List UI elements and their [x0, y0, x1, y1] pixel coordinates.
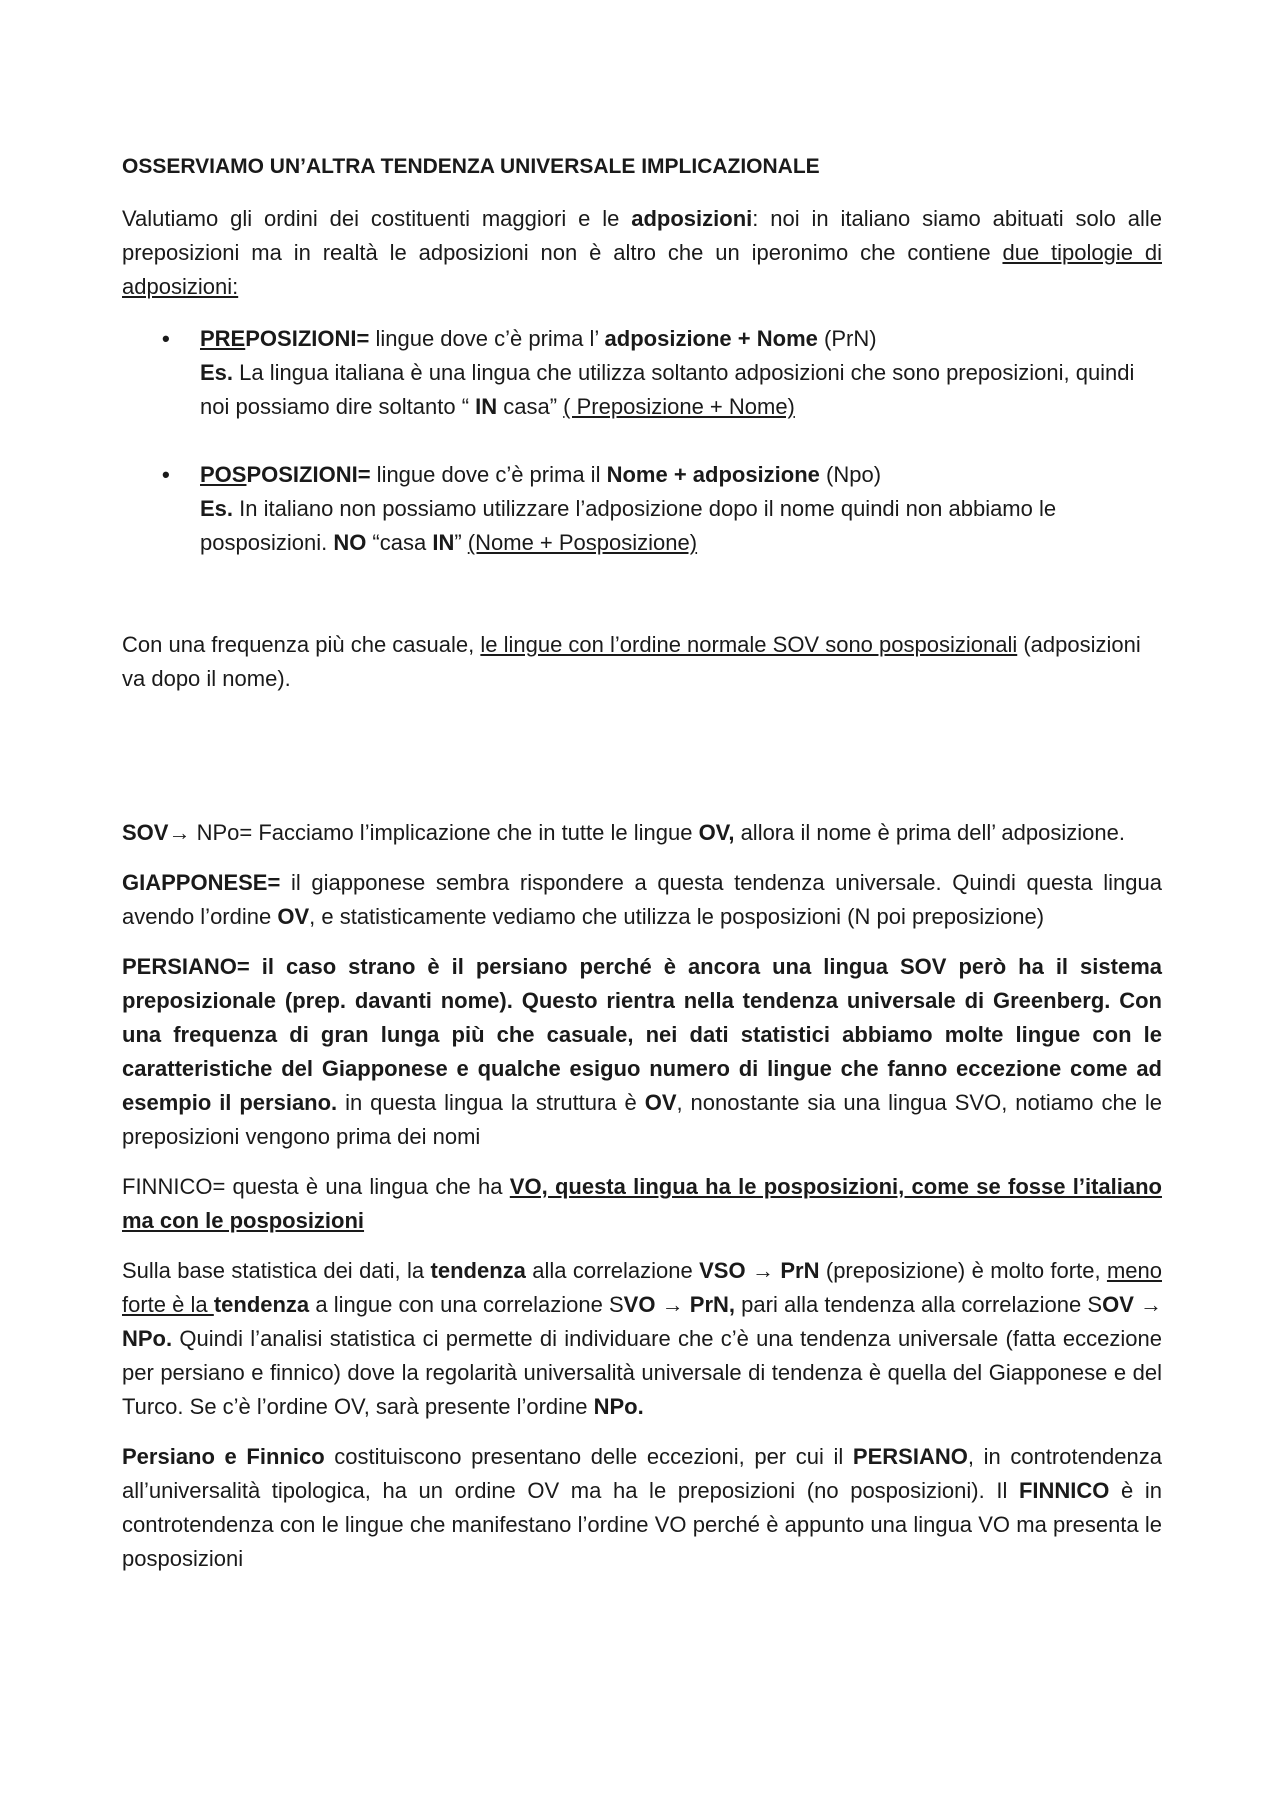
adposition-types-list [122, 322, 1162, 560]
exceptions-paragraph: Persiano e Finnico costituiscono presentano delle eccezioni, per cui il PERSIANO, in controtendenza all’universalità tipologica, ha un ordine OV ma ha le preposizioni (no posposizioni). Il FINNICO è in controtendenza con le lingue che manifestano l’ordine VO perché è appunto una lingua VO ma presenta le posposizioni [122, 1444, 1162, 1571]
document-title: OSSERVIAMO UN’ALTRA TENDENZA UNIVERSALE IMPLICAZIONALE [122, 155, 820, 178]
persiano-paragraph: PERSIANO= il caso strano è il persiano perché è ancora una lingua SOV però ha il sistema preposizionale (prep. davanti nome). Questo rientra nella tendenza universale di Greenberg. Con una frequenza di gran lunga più che casuale, nei dati statistici abbiamo molte lingue con le caratteristiche del Giapponese e qualche esiguo numero di lingue che fanno eccezione come ad esempio il persiano. in questa lingua la struttura è OV, nonostante sia una lingua SVO, notiamo che le preposizioni vengono prima dei nomi [122, 954, 1162, 1149]
list-spacer [122, 424, 1162, 458]
list-item-preposizioni: • PREPOSIZIONI= lingue dove c’è prima l’ adposizione + Nome (PrN) Es. La lingua italiana è una lingua che utilizza soltanto adposizioni che sono preposizioni, quindi noi possiamo dire soltanto “ IN casa” ( Preposizione + Nome) [122, 322, 1162, 424]
statistics-paragraph: Sulla base statistica dei dati, la tendenza alla correlazione VSO → PrN (preposizione) è molto forte, meno forte è la tendenza a lingue con una correlazione SVO → PrN, pari alla tendenza alla correlazione SOV → NPo. Quindi l’analisi statistica ci permette di individuare che c’è una tendenza universale (fatta eccezione per persiano e finnico) dove la regolarità universalità universale di tendenza è quella del Giapponese e del Turco. Se c’è l’ordine OV, sarà presente l’ordine NPo. [122, 1258, 1163, 1419]
list-item-posposizioni: • POSPOSIZIONI= lingue dove c’è prima il Nome + adposizione (Npo) Es. In italiano non possiamo utilizzare l’adposizione dopo il nome quindi non abbiamo le posposizioni. NO “casa IN” (Nome + Posposizione) [122, 458, 1162, 560]
giapponese-paragraph: GIAPPONESE= il giapponese sembra rispondere a questa tendenza universale. Quindi questa lingua avendo l’ordine OV, e statisticamente vediamo che utilizza le posposizioni (N poi preposizione) [122, 870, 1162, 929]
intro-paragraph: Valutiamo gli ordini dei costituenti maggiori e le adposizioni: noi in italiano siamo abituati solo alle preposizioni ma in realtà le adposizioni non è altro che un iperonimo che contiene due tipologie di adposizioni: [122, 206, 1162, 299]
document-page [122, 150, 1162, 1576]
bullet-icon: • [162, 326, 170, 351]
frequency-paragraph: Con una frequenza più che casuale, le lingue con l’ordine normale SOV sono posposizionali (adposizioni va dopo il nome). [122, 632, 1141, 691]
bullet-icon: • [162, 462, 170, 487]
sov-paragraph: SOV→ NPo= Facciamo l’implicazione che in tutte le lingue OV, allora il nome è prima dell’ adposizione. [122, 820, 1125, 845]
finnico-paragraph: FINNICO= questa è una lingua che ha VO, questa lingua ha le posposizioni, come se fosse l’italiano ma con le posposizioni [122, 1174, 1162, 1233]
